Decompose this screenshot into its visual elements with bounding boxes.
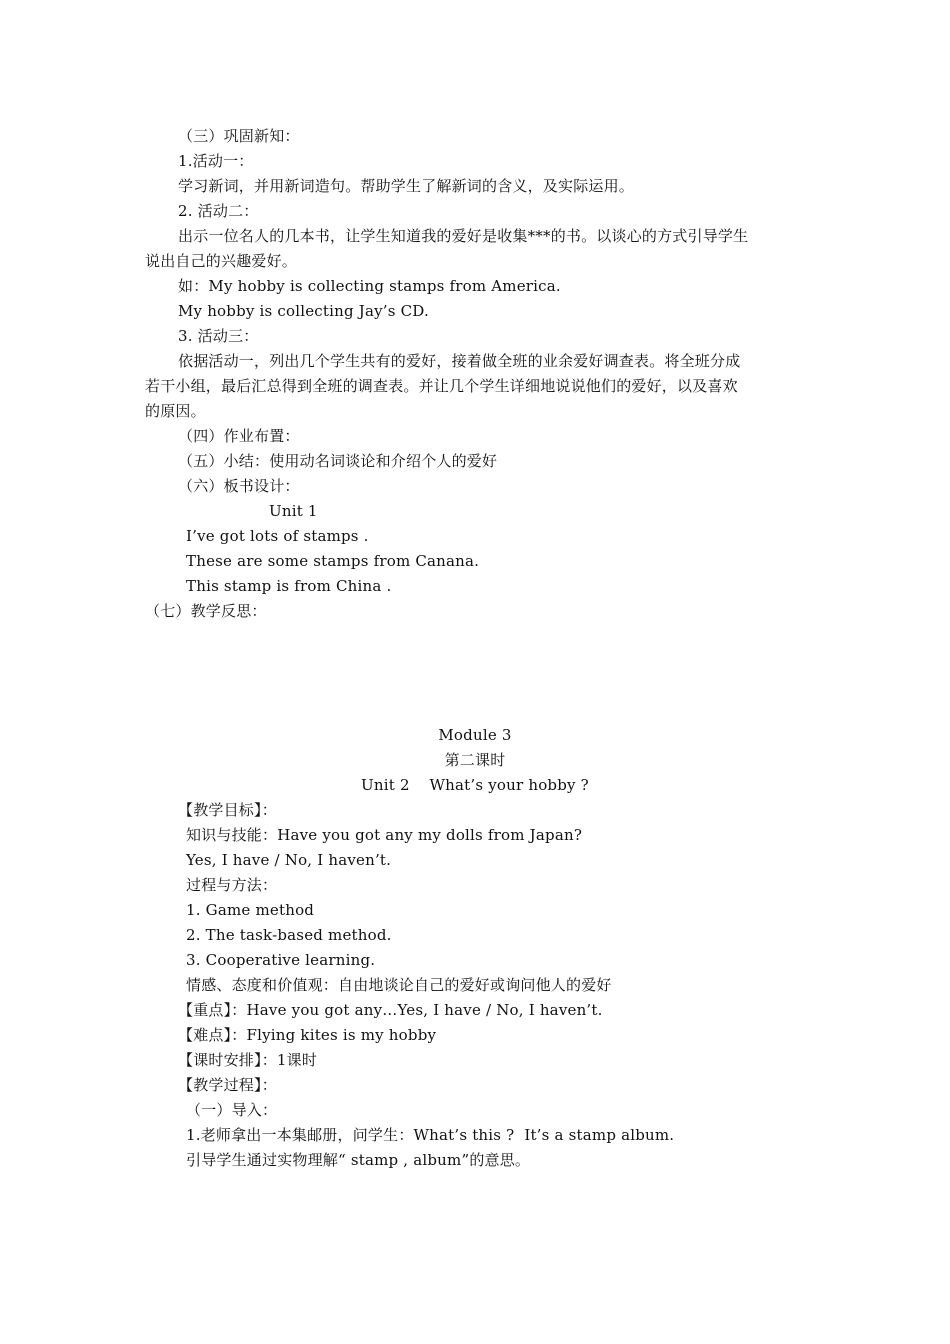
key-point: 【重点】：Have you got any…Yes, I have / No, I haven’t. xyxy=(178,1001,603,1019)
board-line1: I’ve got lots of stamps . xyxy=(186,527,369,545)
activity2-text-line1: 出示一位名人的几本书，让学生知道我的爱好是收集***的书。以谈心的方式引导学生 xyxy=(178,227,749,245)
knowledge-line2: Yes, I have / No, I haven’t. xyxy=(186,851,392,869)
section4-heading: （四）作业布置： xyxy=(178,427,300,445)
intro-line1: 1.老师拿出一本集邮册，问学生：What’s this ? It’s a stamp album. xyxy=(186,1126,675,1144)
process-heading: 过程与方法： xyxy=(186,876,278,894)
board-line3: This stamp is from China . xyxy=(186,577,392,595)
method-1: 1. Game method xyxy=(186,901,315,919)
method-3: 3. Cooperative learning. xyxy=(186,951,376,969)
goals-heading: 【教学目标】： xyxy=(178,801,277,819)
activity1-text: 学习新词，并用新词造句。帮助学生了解新词的含义，及实际运用。 xyxy=(178,177,635,195)
activity2-title: 2. 活动二： xyxy=(178,202,259,220)
difficulty: 【难点】：Flying kites is my hobby xyxy=(178,1026,437,1044)
intro-line2: 引导学生通过实物理解“ stamp , album”的意思。 xyxy=(186,1151,531,1169)
method-2: 2. The task-based method. xyxy=(186,926,392,944)
activity3-text-line2: 若干小组，最后汇总得到全班的调查表。并让几个学生详细地说说他们的爱好，以及喜欢 xyxy=(145,377,738,395)
module-title: Module 3 xyxy=(438,726,512,744)
section3-heading: （三）巩固新知： xyxy=(178,127,300,145)
activity3-text-line3: 的原因。 xyxy=(145,402,206,420)
knowledge-line1: 知识与技能：Have you got any my dolls from Japan? xyxy=(186,826,583,844)
section5-heading: （五）小结：使用动名词谈论和介绍个人的爱好 xyxy=(178,452,498,470)
process-main-heading: 【教学过程】： xyxy=(178,1076,277,1094)
schedule: 【课时安排】：1课时 xyxy=(178,1051,318,1069)
lesson-title: 第二课时 xyxy=(444,751,506,769)
activity2-text-line2: 说出自己的兴趣爱好。 xyxy=(145,252,298,270)
activity3-text-line1: 依据活动一，列出几个学生共有的爱好，接着做全班的业余爱好调查表。将全班分成 xyxy=(178,352,741,370)
section6-heading: （六）板书设计： xyxy=(178,477,300,495)
attitude-line: 情感、态度和价值观：自由地谈论自己的爱好或询问他人的爱好 xyxy=(186,976,612,994)
intro-heading: （一）导入： xyxy=(186,1101,278,1119)
section7-heading: （七）教学反思： xyxy=(145,602,267,620)
example-line2: My hobby is collecting Jay’s CD. xyxy=(178,302,429,320)
unit-title: Unit 2 What’s your hobby ? xyxy=(361,776,589,794)
activity3-title: 3. 活动三： xyxy=(178,327,259,345)
board-unit: Unit 1 xyxy=(269,502,318,520)
board-line2: These are some stamps from Canana. xyxy=(186,552,480,570)
example-line1: 如：My hobby is collecting stamps from America. xyxy=(178,277,561,295)
activity1-title: 1.活动一： xyxy=(178,152,254,170)
